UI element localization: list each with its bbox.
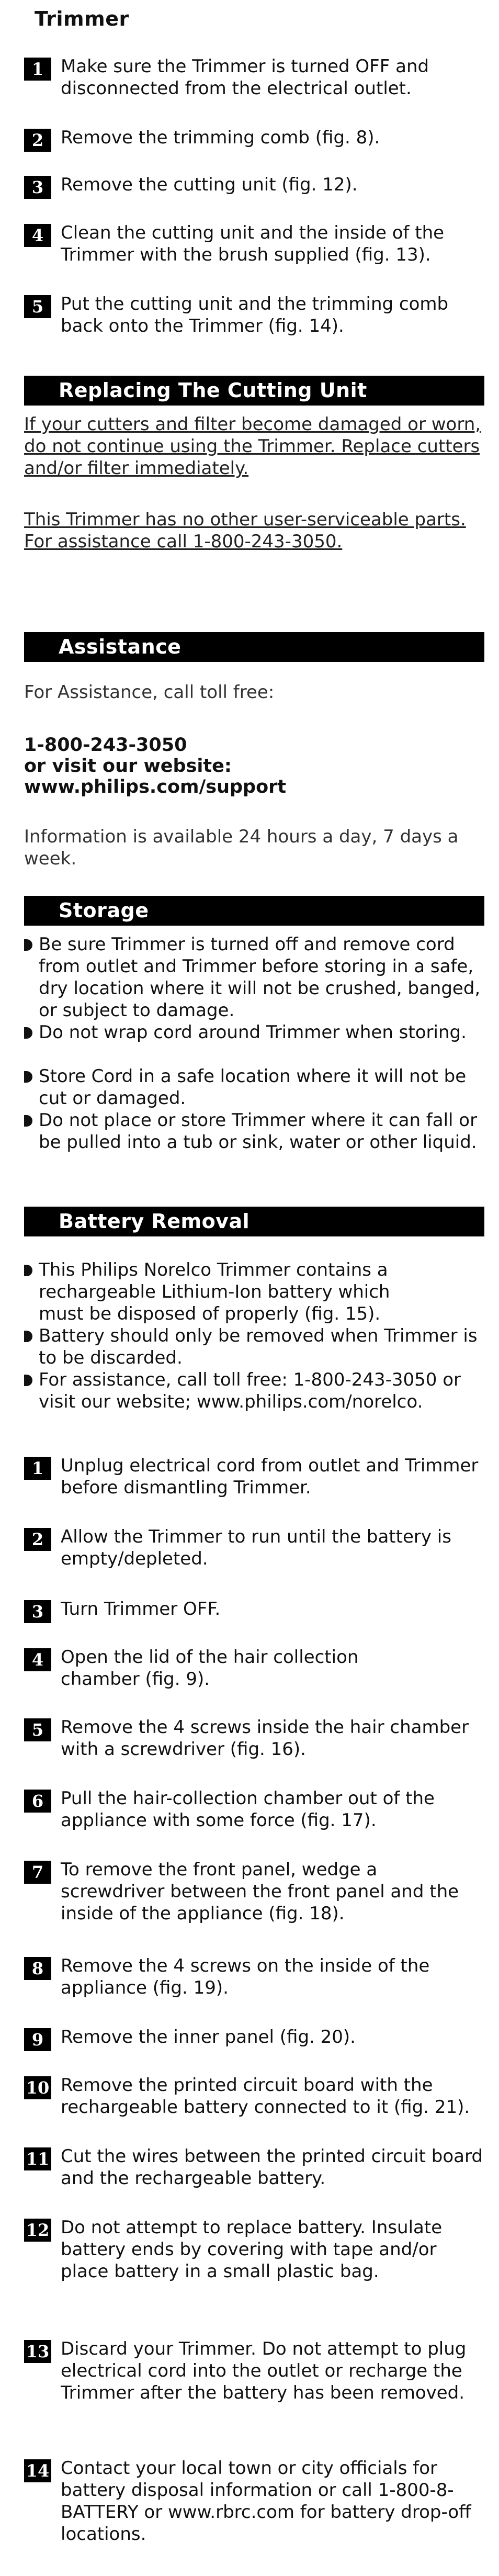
step-number-badge: 5 (24, 295, 51, 318)
step-text: Remove the printed circuit board with the rechargeable battery connected to it (fig. 21). (61, 2075, 470, 2118)
battery-step-4 (24, 1646, 484, 1690)
battery-step-14 (24, 2457, 484, 2545)
step-text: Pull the hair-collection chamber out of the appliance with some force (fig. 17). (61, 1788, 435, 1831)
step-number-badge: 7 (24, 1861, 51, 1884)
battery-step-5 (24, 1716, 484, 1760)
storage-bullet-4 (24, 1109, 484, 1153)
step-text: Remove the 4 screws inside the hair chamber with a screwdriver (fig. 16). (61, 1717, 469, 1760)
battery-step-3 (24, 1598, 484, 1623)
step-number-badge: 10 (24, 2076, 51, 2099)
step-number-badge: 6 (24, 1790, 51, 1813)
storage-bullet-3 (24, 1065, 484, 1109)
bullet-text: Store Cord in a safe location where it will not be cut or damaged. (39, 1066, 467, 1109)
assistance-website: or visit our website: www.philips.com/support (24, 756, 287, 797)
step-number-badge: 4 (24, 224, 51, 247)
battery-bullet-2 (24, 1325, 484, 1369)
bullet-text: Do not wrap cord around Trimmer when storing. (39, 1022, 467, 1043)
battery-step-9 (24, 2026, 484, 2051)
bullet-icon (24, 1375, 32, 1386)
step-text: Remove the inner panel (fig. 20). (61, 2027, 356, 2048)
bullet-icon (24, 1071, 32, 1083)
step-text: Remove the trimming comb (fig. 8). (61, 127, 380, 148)
battery-step-7 (24, 1859, 484, 1925)
step-text: Contact your local town or city officials for battery disposal information or call 1-800-8-BATTERY or www.rbrc.com for battery drop-off locations. (61, 2458, 471, 2545)
bullet-text: Battery should only be removed when Trimmer is to be discarded. (39, 1325, 478, 1368)
step-text: Discard your Trimmer. Do not attempt to plug electrical cord into the outlet or recharge the Trimmer after the battery has been removed. (61, 2338, 467, 2403)
step-text: Put the cutting unit and the trimming comb back onto the Trimmer (fig. 14). (61, 294, 449, 336)
step-number-badge: 5 (24, 1718, 51, 1741)
bullet-icon (24, 1027, 32, 1039)
step-number-badge: 8 (24, 1957, 51, 1980)
trimmer-step-5 (24, 293, 484, 337)
step-text: Cut the wires between the printed circuit board and the rechargeable battery. (61, 2146, 483, 2189)
assistance-heading: Assistance (24, 632, 484, 662)
storage-bullet-2 (24, 1021, 484, 1043)
bullet-icon (24, 1331, 32, 1342)
step-text: Clean the cutting unit and the inside of the Trimmer with the brush supplied (fig. 13). (61, 222, 445, 265)
step-text: Unplug electrical cord from outlet and Trimmer before dismantling Trimmer. (61, 1455, 479, 1498)
step-number-badge: 4 (24, 1648, 51, 1671)
bullet-text: This Philips Norelco Trimmer contains a rechargeable Lithium-Ion battery which must be disposed of properly (fig. 15). (39, 1259, 390, 1324)
battery-step-2 (24, 1526, 484, 1570)
step-text: Make sure the Trimmer is turned OFF and disconnected from the electrical outlet. (61, 56, 429, 99)
service-note: This Trimmer has no other user-serviceable parts. For assistance call 1-800-243-3050. (24, 509, 466, 552)
step-text: Do not attempt to replace battery. Insulate battery ends by covering with tape and/or place battery in a small plastic bag. (61, 2217, 443, 2282)
step-text: Remove the 4 screws on the inside of the appliance (fig. 19). (61, 1955, 430, 1998)
battery-step-12 (24, 2217, 484, 2282)
bullet-text: For assistance, call toll free: 1-800-243-3050 or visit our website; www.philips.com/norelco. (39, 1369, 461, 1412)
step-text: Turn Trimmer OFF. (61, 1599, 221, 1619)
bullet-icon (24, 1265, 32, 1276)
step-number-badge: 9 (24, 2028, 51, 2051)
step-number-badge: 1 (24, 58, 51, 81)
bullet-icon (24, 939, 32, 951)
trimmer-heading: Trimmer (35, 7, 129, 30)
trimmer-step-1 (24, 55, 484, 99)
step-number-badge: 3 (24, 1600, 51, 1623)
battery-step-1 (24, 1455, 484, 1499)
bullet-text: Be sure Trimmer is turned off and remove cord from outlet and Trimmer before storing in a safe, dry location where it will not be crushed, banged, or subject to damage. (39, 934, 481, 1021)
replacement-warning: If your cutters and filter become damaged or worn, do not continue using the Trimmer. Replace cutters and/or filter immediately. (24, 414, 481, 479)
step-text: Remove the cutting unit (fig. 12). (61, 174, 358, 195)
assistance-intro: For Assistance, call toll free: (24, 682, 275, 703)
step-number-badge: 2 (24, 129, 51, 152)
assistance-availability: Information is available 24 hours a day, 7 days a week. (24, 826, 459, 869)
storage-heading: Storage (24, 896, 484, 926)
step-text: Open the lid of the hair collection chamber (fig. 9). (61, 1647, 359, 1690)
step-text: Allow the Trimmer to run until the battery is empty/depleted. (61, 1526, 451, 1569)
battery-step-8 (24, 1955, 484, 1999)
step-number-badge: 14 (24, 2459, 51, 2482)
step-number-badge: 12 (24, 2219, 51, 2242)
trimmer-step-3 (24, 174, 484, 199)
assistance-phone: 1-800-243-3050 (24, 735, 187, 756)
trimmer-step-4 (24, 222, 484, 266)
bullet-text: Do not place or store Trimmer where it can fall or be pulled into a tub or sink, water or other liquid. (39, 1110, 478, 1153)
step-number-badge: 13 (24, 2340, 51, 2363)
battery-bullet-3 (24, 1369, 484, 1413)
step-number-badge: 2 (24, 1528, 51, 1551)
step-number-badge: 3 (24, 176, 51, 199)
step-number-badge: 11 (24, 2147, 51, 2170)
step-number-badge: 1 (24, 1457, 51, 1480)
storage-bullet-1 (24, 933, 484, 1021)
battery-step-6 (24, 1787, 484, 1831)
step-text: To remove the front panel, wedge a screwdriver between the front panel and the inside of the appliance (fig. 18). (61, 1859, 459, 1924)
replacing-cutting-unit-heading: Replacing The Cutting Unit (24, 376, 484, 406)
battery-step-10 (24, 2074, 484, 2118)
trimmer-step-2 (24, 127, 484, 152)
battery-removal-heading: Battery Removal (24, 1207, 484, 1236)
bullet-icon (24, 1115, 32, 1127)
battery-bullet-1 (24, 1259, 484, 1325)
battery-step-11 (24, 2145, 484, 2189)
battery-step-13 (24, 2338, 484, 2404)
